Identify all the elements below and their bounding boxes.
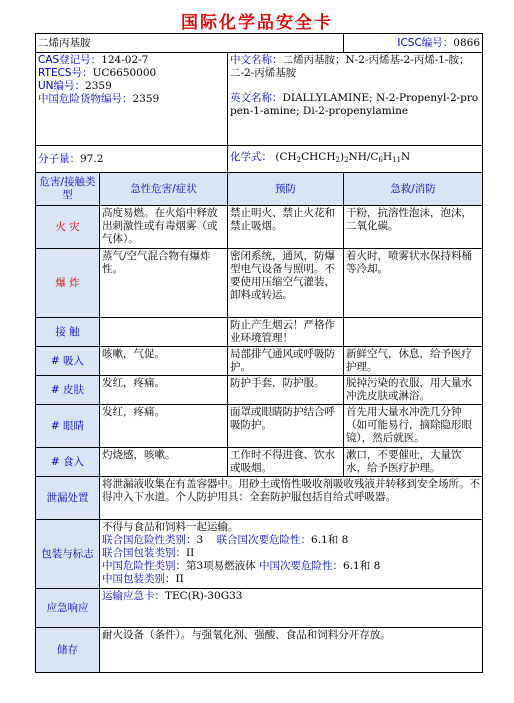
spill-row — [36, 477, 483, 520]
mw-value: 97.2 — [80, 152, 104, 165]
pack-cn-class-label: 中国危险性类别： — [102, 560, 186, 572]
cas-label: CAS登记号： — [38, 54, 102, 66]
cn-name-value: 二烯丙基胺；N-2-丙烯基-2-丙烯-1-胺；二-2-丙烯基胺 — [230, 54, 470, 79]
cas-number: 124-02-7 — [101, 54, 149, 66]
eyes-hazard: 发红，疼痛。 — [100, 405, 228, 448]
contact-prevent: 防止产生烟云！严格作业环境管理！ — [228, 318, 344, 347]
cn-name-label: 中文名称： — [230, 54, 283, 66]
identifiers-row — [36, 53, 483, 146]
hazard-row-ingestion — [36, 448, 483, 477]
rtecs-label: RTECS号： — [38, 67, 93, 79]
inhalation-prevent: 局部排气通风或呼吸防护。 — [228, 347, 344, 376]
mw-label: 分子量： — [38, 152, 80, 165]
category-contact: 接 触 — [36, 318, 100, 347]
formula-row — [36, 146, 483, 173]
header-hazard: 急性危害/症状 — [100, 173, 228, 206]
skin-prevent: 防护手套，防护服。 — [228, 376, 344, 405]
header-aid: 急救/消防 — [344, 173, 483, 206]
category-packaging: 包装与标志 — [36, 520, 100, 589]
hazard-row-skin — [36, 376, 483, 405]
inhalation-hazard: 咳嗽，气促。 — [100, 347, 228, 376]
explosion-hazard: 蒸气/空气混合物有爆炸性。 — [100, 249, 228, 318]
header-type: 危害/接触类型 — [36, 173, 100, 206]
un-number: 2359 — [85, 80, 112, 92]
header-prevent: 预防 — [228, 173, 344, 206]
storage-row — [36, 628, 483, 673]
icsc-number: 0866 — [453, 36, 481, 49]
hazard-row-inhalation — [36, 347, 483, 376]
hazard-row-explosion — [36, 249, 483, 318]
contact-aid — [344, 318, 483, 347]
eyes-aid: 首先用大量水冲洗几分钟（如可能易行，摘除隐形眼镜），然后就医。 — [344, 405, 483, 448]
category-storage: 储存 — [36, 628, 100, 673]
pack-un-sub-label: 联合国次要危险性： — [216, 534, 312, 546]
category-ingestion: # 食入 — [36, 448, 100, 477]
category-emergency: 应急响应 — [36, 589, 100, 628]
pack-cn-class: 第3项易燃液体 — [186, 560, 256, 572]
pack-un-group-label: 联合国包装类别： — [102, 547, 186, 559]
category-fire: 火 灾 — [36, 206, 100, 249]
card-title: 国际化学品安全卡 — [181, 13, 333, 33]
emergency-row — [36, 589, 483, 628]
spill-text: 将泄漏液收集在有盖容器中。用砂土或惰性吸收剂吸收残液并转移到安全场所。不得冲入下水道。个人防护用具：全套防护服包括自给式呼吸器。 — [100, 477, 483, 520]
storage-text: 耐火设备（条件）。与强氧化剂、强酸、食品和饲料分开存放。 — [100, 628, 483, 673]
ingestion-hazard: 灼烧感，咳嗽。 — [100, 448, 228, 477]
un-label: UN编号： — [38, 80, 86, 92]
dg-label: 中国危险货物编号： — [38, 93, 133, 105]
explosion-prevent: 密闭系统，通风，防爆型电气设备与照明。不要使用压缩空气灌装，卸料或转运。 — [228, 249, 344, 318]
category-eyes: # 眼睛 — [36, 405, 100, 448]
pack-cn-sub: 6.1和 8 — [343, 560, 381, 572]
hazard-row-eyes — [36, 405, 483, 448]
pack-cn-group: II — [175, 573, 184, 585]
fire-hazard: 高度易燃。在火焰中释放出刺激性或有毒烟雾（或气体）。 — [100, 206, 228, 249]
pack-un-class: 3 — [196, 534, 204, 546]
category-skin: # 皮肤 — [36, 376, 100, 405]
emergency-value: TEC(R)-30G33 — [165, 590, 243, 602]
pack-line-1: 不得与食品和饲料一起运输。 — [102, 521, 239, 533]
skin-hazard: 发红，疼痛。 — [100, 376, 228, 405]
fire-prevent: 禁止明火、禁止火花和禁止吸烟。 — [228, 206, 344, 249]
pack-cn-sub-label: 中国次要危险性： — [259, 560, 344, 572]
pack-cn-group-label: 中国包装类别： — [102, 573, 176, 585]
ingestion-prevent: 工作时不得进食、饮水或吸烟。 — [228, 448, 344, 477]
fire-aid: 干粉，抗溶性泡沫，泡沫，二氧化碳。 — [344, 206, 483, 249]
skin-aid: 脱掉污染的衣服，用大量水冲洗皮肤或淋浴。 — [344, 376, 483, 405]
safety-card-table — [35, 33, 483, 673]
eyes-prevent: 面罩或眼睛防护结合呼吸防护。 — [228, 405, 344, 448]
pack-un-group: II — [186, 547, 195, 559]
category-explosion: 爆 炸 — [36, 249, 100, 318]
category-inhalation: # 吸入 — [36, 347, 100, 376]
chemical-name: 二烯丙基胺 — [38, 36, 91, 49]
contact-hazard — [100, 318, 228, 347]
pack-un-class-label: 联合国危险性类别： — [102, 534, 197, 546]
name-row — [36, 34, 483, 53]
hazard-row-fire — [36, 206, 483, 249]
en-name-label: 英文名称： — [230, 92, 283, 104]
pack-un-sub: 6.1和 8 — [311, 534, 349, 546]
inhalation-aid: 新鲜空气，休息，给予医疗护理。 — [344, 347, 483, 376]
en-name-value: DIALLYLAMINE; N-2-Propenyl-2-propen-1-amine; Di-2-propenylamine — [230, 92, 479, 117]
icsc-label: ICSC编号： — [397, 36, 454, 49]
explosion-aid: 着火时，喷雾状水保持料桶等冷却。 — [344, 249, 483, 318]
formula-label: 化学式： — [230, 151, 272, 163]
category-spill: 泄漏处置 — [36, 477, 100, 520]
ingestion-aid: 漱口，不要催吐，大量饮水，给予医疗护理。 — [344, 448, 483, 477]
hazard-header-row — [36, 173, 483, 206]
rtecs-number: UC6650000 — [92, 67, 157, 79]
emergency-label: 运输应急卡： — [102, 590, 165, 602]
formula-value: $(CH_2CHCH_2)_2NH/C_6H_{11}N$ — [275, 151, 411, 164]
hazard-row-contact — [36, 318, 483, 347]
dg-number: 2359 — [132, 93, 160, 105]
packaging-row — [36, 520, 483, 589]
